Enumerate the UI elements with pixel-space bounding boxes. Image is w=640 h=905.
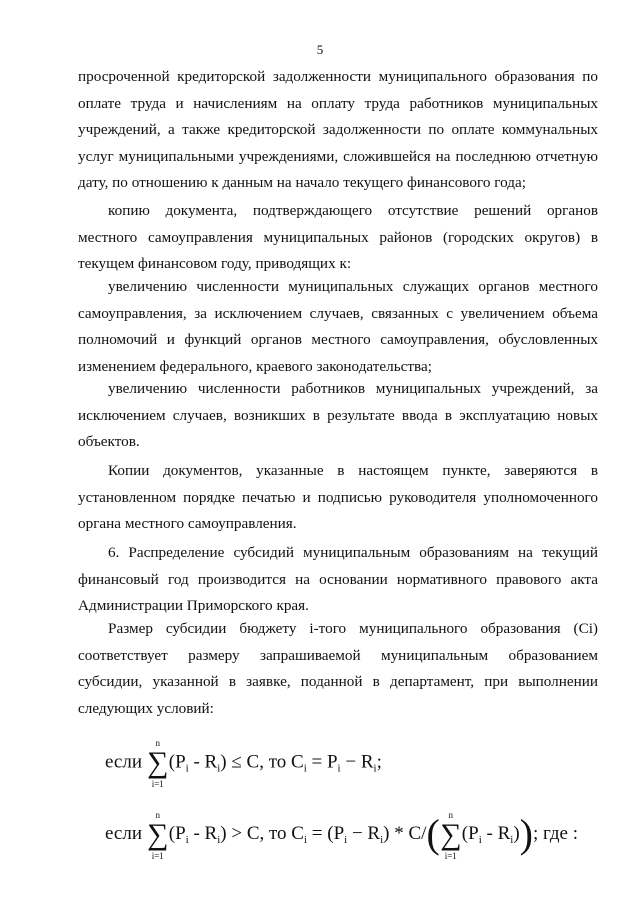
text-line: самоуправления, за исключением случаев, связанных с увеличением объема [78, 304, 598, 322]
formula-text: - R [188, 823, 218, 844]
text-line: оплате труда и начислениям на оплату труда работников муниципальных [78, 94, 598, 112]
text-line: исключением случаев, возникших в результате ввода в эксплуатацию новых [78, 406, 598, 424]
formula-text: − R [347, 823, 381, 844]
paragraph-4 [78, 376, 598, 456]
formula-prefix: если [105, 823, 142, 844]
text-line: просроченной кредиторской задолженности муниципального образования по [78, 68, 598, 85]
sum-upper-limit: n [155, 809, 160, 820]
formula-condition-1 [105, 738, 382, 789]
formula-text: ) > C, то C [220, 823, 304, 844]
formula-subscript: i [185, 834, 189, 846]
sum-lower-limit: i=1 [151, 850, 164, 861]
left-paren: ( [426, 811, 440, 856]
text-line: установленном порядке печатью и подписью руководителя уполномоченного [78, 488, 598, 506]
formula-text: ) * C/ [383, 823, 427, 844]
formula-text: = (P [307, 823, 345, 844]
formula-text: ; [376, 751, 382, 773]
text-line: местного самоуправления муниципальных районов (городских округов) в [78, 228, 598, 246]
formula-subscript: i [217, 834, 221, 846]
sum-lower-limit: i=1 [444, 850, 457, 861]
formula-subscript: i [510, 834, 514, 846]
paragraph-1 [78, 64, 598, 197]
text-line: следующих условий: [78, 699, 214, 717]
formula-text: (P [461, 823, 479, 844]
paragraph-6 [78, 540, 598, 620]
formula-text: ; где : [532, 823, 578, 844]
paragraph-7 [78, 616, 598, 722]
formula-subscript: i [303, 834, 308, 846]
formula-text: ) ≤ C, то C [220, 751, 304, 773]
right-paren: ) [519, 811, 533, 856]
text-line: увеличению численности муниципальных служащих органов местного [108, 278, 598, 295]
summation-icon: n ∑ i=1 [147, 738, 169, 789]
formula-condition-2 [105, 809, 578, 861]
formula-text: = P [306, 751, 338, 773]
text-line: финансовый год производится на основании нормативного правового акта [78, 570, 598, 588]
formula-subscript: i [373, 762, 377, 775]
formula-text: - R [188, 751, 218, 773]
summation-icon: n ∑ i=1 [147, 809, 169, 861]
text-line: 6. Распределение субсидий муниципальным образованиям на текущий [108, 544, 598, 561]
text-line: субсидии, указанной в заявке, поданной в департамент, при выполнении [78, 673, 598, 690]
paragraph-5 [78, 458, 598, 538]
text-line: дату, по отношению к данным на начало текущего финансового года; [78, 174, 526, 191]
text-line: Копии документов, указанные в настоящем пункте, заверяются в [108, 462, 598, 479]
text-line: услуг муниципальными учреждениями, сложившейся на последнюю отчетную [78, 147, 598, 165]
text-line: Размер субсидии бюджету i-того муниципального образования (Ci) [108, 620, 598, 637]
formula-text: (P [168, 823, 186, 844]
sum-upper-limit: n [448, 809, 454, 820]
formula-subscript: i [337, 762, 341, 775]
formula-text: (P [168, 751, 186, 773]
text-line: органа местного самоуправления. [78, 515, 297, 532]
sum-upper-limit: n [155, 738, 160, 748]
text-line: учреждений, а также кредиторской задолженности по оплате коммунальных [78, 121, 598, 138]
formula-subscript: i [185, 762, 189, 775]
formula-subscript: i [380, 834, 384, 846]
paragraph-2 [78, 198, 598, 278]
text-line: копию документа, подтверждающего отсутствие решений органов [108, 202, 598, 219]
formula-text: ) [513, 823, 520, 844]
formula-subscript: i [344, 834, 348, 846]
text-line: полномочий и функций органов местного самоуправления, обусловленных [78, 331, 598, 348]
text-line: Администрации Приморского края. [78, 597, 309, 614]
paragraph-3 [78, 274, 598, 380]
text-line: увеличению численности работников муниципальных учреждений, за [108, 380, 598, 397]
text-line: объектов. [78, 433, 140, 450]
formula-text: - R [481, 823, 511, 844]
formula-subscript: i [478, 834, 482, 846]
text-line: соответствует размеру запрашиваемой муниципальным образованием [78, 646, 598, 664]
formula-subscript: i [217, 762, 221, 775]
page-number: 5 [316, 42, 324, 57]
sum-lower-limit: i=1 [151, 779, 164, 789]
formula-subscript: i [303, 762, 307, 775]
text-line: текущем финансовом году, приводящих к: [78, 255, 352, 272]
summation-icon: n ∑ i=1 [440, 809, 462, 861]
formula-text: − R [340, 751, 374, 773]
text-line: изменением федерального, краевого законодательства; [78, 357, 432, 375]
formula-prefix: если [105, 751, 142, 773]
